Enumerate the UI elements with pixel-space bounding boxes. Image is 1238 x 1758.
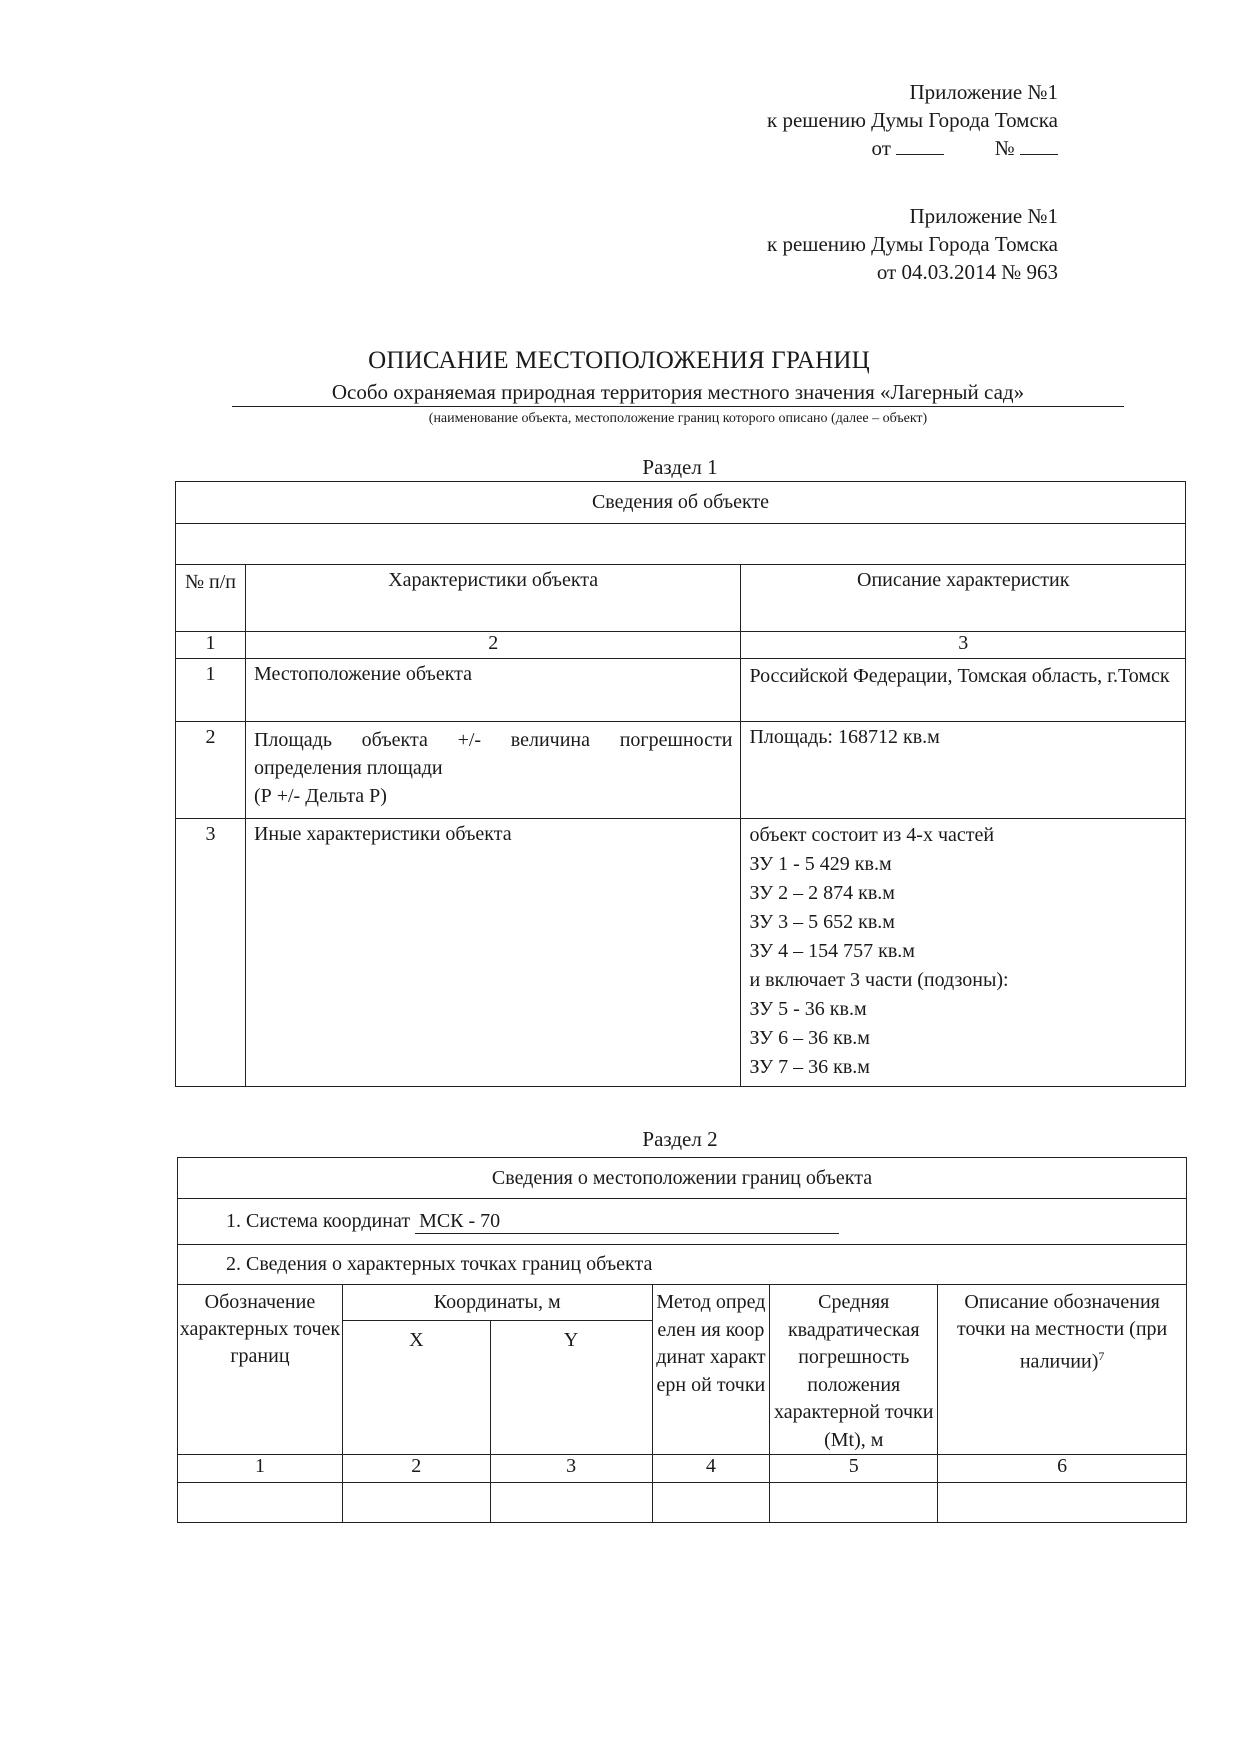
column-number: 5 (770, 1455, 938, 1483)
column-number: 1 (178, 1455, 343, 1483)
annex-title: Приложение №1 (909, 204, 1058, 228)
empty-row (176, 524, 1186, 565)
header-coordinates: Координаты, м (342, 1285, 652, 1321)
object-name: Особо охраняемая природная территория местного значения «Лагерный сад» (232, 380, 1124, 407)
annex-title: Приложение №1 (909, 80, 1058, 104)
row-description-list: объект состоит из 4-х частей ЗУ 1 - 5 429 кв.м ЗУ 2 – 2 874 кв.м ЗУ 3 – 5 652 кв.м ЗУ 4 – 154 757 кв.м и включает 3 части (подзоны): ЗУ 5 - 36 кв.м ЗУ 6 – 36 кв.м ЗУ 7 – 36 кв.м (741, 819, 1186, 1087)
column-number: 3 (490, 1455, 652, 1483)
row-characteristic: Иные характеристики объекта (245, 819, 741, 1087)
section2-label: Раздел 2 (642, 1127, 718, 1151)
empty-data-row (178, 1483, 1187, 1523)
empty-cell (938, 1483, 1187, 1523)
annex-date-line: от № (767, 134, 1058, 162)
section1-label: Раздел 1 (642, 455, 718, 479)
row-num: 2 (176, 722, 246, 819)
column-number: 2 (342, 1455, 490, 1483)
table-row (176, 819, 1186, 1087)
column-number: 3 (741, 632, 1186, 659)
section1-table-title: Сведения об объекте (176, 482, 1186, 524)
row-num: 1 (176, 659, 246, 722)
points-title: 2. Сведения о характерных точках границ объекта (178, 1245, 1187, 1285)
footnote-mark: 7 (1098, 1349, 1105, 1363)
empty-cell (770, 1483, 938, 1523)
annex-decision: к решению Думы Города Томска (767, 232, 1058, 256)
column-number: 1 (176, 632, 246, 659)
annex-header-old (767, 202, 1058, 286)
row-characteristic: Местоположение объекта (245, 659, 741, 722)
coord-system-label: 1. Система координат (226, 1209, 411, 1232)
number-blank (1020, 136, 1058, 155)
header-characteristics: Характеристики объекта (245, 565, 741, 632)
row-description: Российской Федерации, Томская область, г.Томск (741, 659, 1186, 722)
row-num: 3 (176, 819, 246, 1087)
empty-cell (490, 1483, 652, 1523)
header-designation: Обозначение характерных точек границ (178, 1285, 343, 1455)
header-method: Метод определен ия координат характерн ой точки (652, 1285, 770, 1455)
column-number: 6 (938, 1455, 1187, 1483)
section1-table (175, 481, 1186, 1087)
section2-table (177, 1157, 1187, 1523)
section2-table-title: Сведения о местоположении границ объекта (178, 1158, 1187, 1199)
column-number: 2 (245, 632, 741, 659)
row-description: Площадь: 168712 кв.м (741, 722, 1186, 819)
coord-system-value: МСК - 70 (415, 1210, 839, 1234)
object-caption: (наименование объекта, местоположение границ которого описано (далее – объект) (428, 411, 928, 426)
header-description: Описание характеристик (741, 565, 1186, 632)
date-blank (896, 136, 944, 155)
empty-cell (178, 1483, 343, 1523)
header-y: Y (490, 1321, 652, 1455)
table-row (176, 722, 1186, 819)
document-title: ОПИСАНИЕ МЕСТОПОЛОЖЕНИЯ ГРАНИЦ (368, 347, 870, 374)
annex-header-new (767, 78, 1058, 162)
header-x: X (342, 1321, 490, 1455)
table-row (176, 659, 1186, 722)
empty-cell (342, 1483, 490, 1523)
annex-date-number: от 04.03.2014 № 963 (876, 260, 1058, 284)
annex-decision: к решению Думы Города Томска (767, 108, 1058, 132)
header-error: Средняя квадратическая погрешность положения характерной точки (Mt), м (770, 1285, 938, 1455)
coord-system-row (178, 1199, 1187, 1245)
column-number: 4 (652, 1455, 770, 1483)
header-point-description: Описание обозначения точки на местности (при наличии)$^7$ (938, 1285, 1187, 1455)
empty-cell (652, 1483, 770, 1523)
row-characteristic: Площадь объекта +/- величина погрешности определения площади (Р +/- Дельта Р) (245, 722, 741, 819)
header-num: № п/п (176, 565, 246, 632)
